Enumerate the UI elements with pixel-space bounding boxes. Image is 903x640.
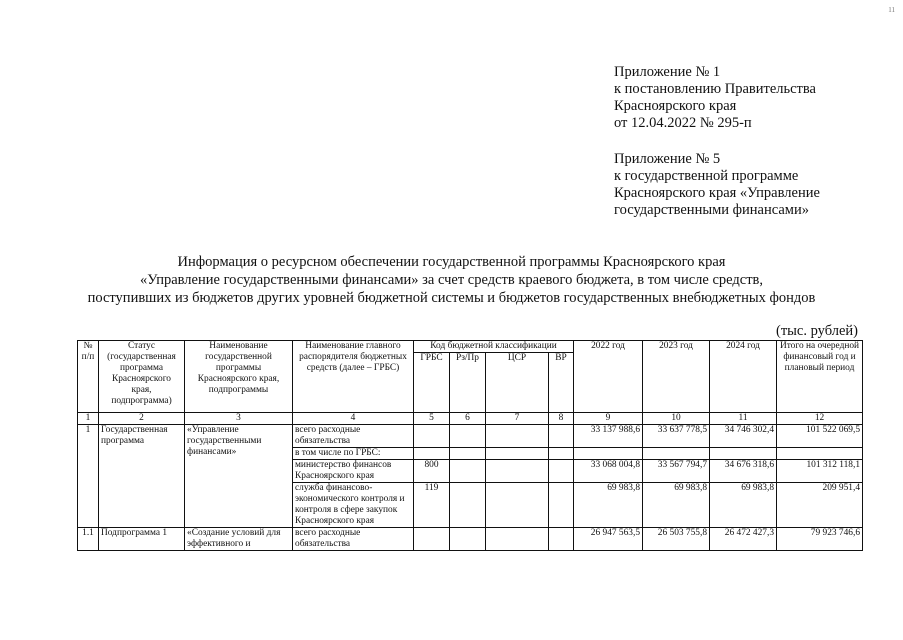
- resource-table: [77, 340, 863, 551]
- column-number: 2: [99, 413, 185, 425]
- row-grbs-label: всего расходные обязательства: [293, 528, 414, 551]
- header-csr: ЦСР: [486, 353, 549, 413]
- row-vr: [549, 425, 574, 448]
- row-grbs-code: 119: [414, 483, 450, 528]
- column-number: 5: [414, 413, 450, 425]
- header-rzpr: Рз/Пр: [450, 353, 486, 413]
- appendix-line: Красноярского края «Управление: [614, 185, 820, 201]
- header-row: [78, 341, 863, 353]
- appendix-line: к постановлению Правительства: [614, 81, 816, 97]
- row-num: 1: [78, 425, 99, 528]
- units-label: (тыс. рублей): [776, 323, 858, 339]
- row-value-2023: 26 503 755,8: [643, 528, 710, 551]
- header-2024: 2024 год: [710, 341, 777, 413]
- header-2022: 2022 год: [574, 341, 643, 413]
- row-value-2023: 33 637 778,5: [643, 425, 710, 448]
- row-csr: [486, 483, 549, 528]
- header-grbs: ГРБС: [414, 353, 450, 413]
- row-value-total: [777, 448, 863, 460]
- appendix-line: Приложение № 5: [614, 151, 721, 167]
- row-value-2022: [574, 448, 643, 460]
- row-status: Государственная программа: [99, 425, 185, 528]
- row-name: «Управление государственными финансами»: [185, 425, 293, 528]
- row-value-total: 79 923 746,6: [777, 528, 863, 551]
- title-line: «Управление государственными финансами» за счет средств краевого бюджета, в том числе средств,: [139, 272, 764, 288]
- row-value-2023: 69 983,8: [643, 483, 710, 528]
- row-grbs-label: всего расходные обязательства: [293, 425, 414, 448]
- row-rzpr: [450, 460, 486, 483]
- header-total: Итого на очередной финансовый год и плановый период: [777, 341, 863, 413]
- page-number-mark: 11: [888, 6, 895, 14]
- row-value-2023: 33 567 794,7: [643, 460, 710, 483]
- row-vr: [549, 528, 574, 551]
- column-number: 1: [78, 413, 99, 425]
- row-grbs-label: в том числе по ГРБС:: [293, 448, 414, 460]
- row-csr: [486, 448, 549, 460]
- header-vr: ВР: [549, 353, 574, 413]
- row-value-total: 101 312 118,1: [777, 460, 863, 483]
- row-value-total: 209 951,4: [777, 483, 863, 528]
- appendix-line: Красноярского края: [614, 98, 737, 114]
- column-number: 7: [486, 413, 549, 425]
- column-number: 9: [574, 413, 643, 425]
- appendix-line: к государственной программе: [614, 168, 799, 184]
- row-rzpr: [450, 483, 486, 528]
- column-number: 4: [293, 413, 414, 425]
- appendix-line: от 12.04.2022 № 295-п: [614, 115, 752, 131]
- row-rzpr: [450, 448, 486, 460]
- row-value-2022: 69 983,8: [574, 483, 643, 528]
- appendix-5-block: [614, 151, 820, 219]
- header-num: № п/п: [78, 341, 99, 413]
- document-title: [40, 253, 863, 307]
- row-grbs-code: 800: [414, 460, 450, 483]
- column-number: 3: [185, 413, 293, 425]
- row-value-total: 101 522 069,5: [777, 425, 863, 448]
- row-value-2024: 69 983,8: [710, 483, 777, 528]
- row-csr: [486, 460, 549, 483]
- appendix-line: государственными финансами»: [614, 202, 809, 218]
- appendix-line: Приложение № 1: [614, 64, 721, 80]
- row-value-2022: 33 068 004,8: [574, 460, 643, 483]
- row-status: Подпрограмма 1: [99, 528, 185, 551]
- title-line: Информация о ресурсном обеспечении государственной программы Красноярского края: [177, 254, 726, 270]
- header-2023: 2023 год: [643, 341, 710, 413]
- column-number: 8: [549, 413, 574, 425]
- header-status: Статус (государственная программа Красноярского края, подпрограмма): [99, 341, 185, 413]
- row-grbs-code: [414, 528, 450, 551]
- header-grbs-name: Наименование главного распорядителя бюджетных средств (далее – ГРБС): [293, 341, 414, 413]
- appendix-1-block: [614, 64, 816, 132]
- column-number: 6: [450, 413, 486, 425]
- row-value-2024: 26 472 427,3: [710, 528, 777, 551]
- table-row: [78, 425, 863, 448]
- row-csr: [486, 528, 549, 551]
- row-vr: [549, 483, 574, 528]
- row-grbs-label: министерство финансов Красноярского края: [293, 460, 414, 483]
- row-value-2022: 33 137 988,6: [574, 425, 643, 448]
- row-value-2022: 26 947 563,5: [574, 528, 643, 551]
- column-number: 10: [643, 413, 710, 425]
- row-value-2023: [643, 448, 710, 460]
- row-grbs-code: [414, 448, 450, 460]
- row-grbs-label: служба финансово-экономического контроля и контроля в сфере закупок Красноярского края: [293, 483, 414, 528]
- title-line: поступивших из бюджетов других уровней бюджетной системы и бюджетов государственных внебюджетных фондов: [87, 290, 816, 306]
- row-grbs-code: [414, 425, 450, 448]
- column-number: 11: [710, 413, 777, 425]
- row-rzpr: [450, 425, 486, 448]
- row-num: 1.1: [78, 528, 99, 551]
- column-number: 12: [777, 413, 863, 425]
- table-row: [78, 528, 863, 551]
- row-rzpr: [450, 528, 486, 551]
- row-csr: [486, 425, 549, 448]
- header-code-group: Код бюджетной классификации: [414, 341, 574, 353]
- row-name: «Создание условий для эффективного и: [185, 528, 293, 551]
- header-name: Наименование государственной программы Красноярского края, подпрограммы: [185, 341, 293, 413]
- row-value-2024: 34 676 318,6: [710, 460, 777, 483]
- row-value-2024: [710, 448, 777, 460]
- row-vr: [549, 460, 574, 483]
- row-vr: [549, 448, 574, 460]
- column-number-row: [78, 413, 863, 425]
- row-value-2024: 34 746 302,4: [710, 425, 777, 448]
